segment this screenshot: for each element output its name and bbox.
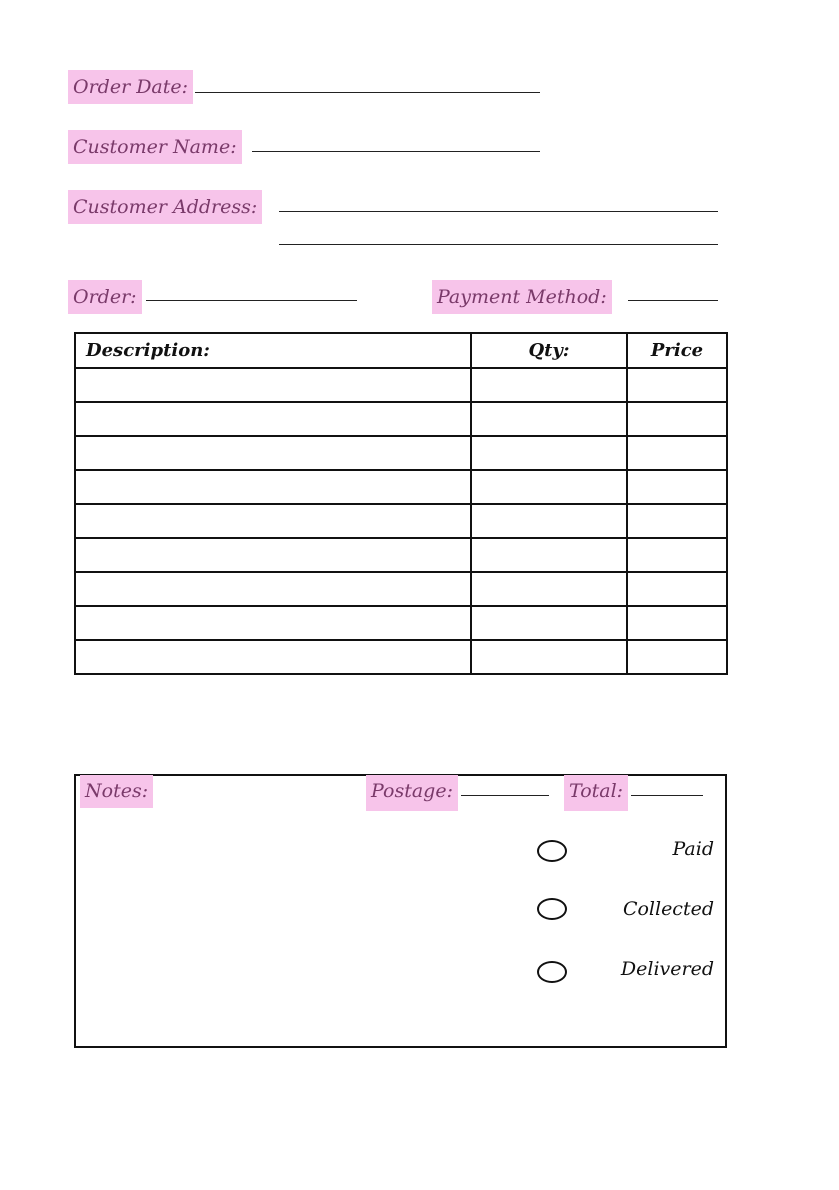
price-cell[interactable] xyxy=(627,606,727,640)
order-items-table xyxy=(74,332,728,675)
price-cell[interactable] xyxy=(627,504,727,538)
table-row xyxy=(75,538,727,572)
description-cell[interactable] xyxy=(75,436,471,470)
qty-cell[interactable] xyxy=(471,572,627,606)
customer-address-field-line-2[interactable] xyxy=(279,244,718,245)
qty-cell[interactable] xyxy=(471,606,627,640)
description-cell[interactable] xyxy=(75,504,471,538)
table-row xyxy=(75,640,727,674)
description-header: Description: xyxy=(75,333,471,368)
qty-cell[interactable] xyxy=(471,470,627,504)
description-cell[interactable] xyxy=(75,606,471,640)
price-header: Price xyxy=(627,333,727,368)
qty-cell[interactable] xyxy=(471,402,627,436)
price-cell[interactable] xyxy=(627,402,727,436)
delivered-label: Delivered xyxy=(620,958,714,980)
table-row xyxy=(75,470,727,504)
order-date-field[interactable] xyxy=(195,92,540,93)
total-label: Total: xyxy=(564,775,628,811)
description-cell[interactable] xyxy=(75,572,471,606)
price-cell[interactable] xyxy=(627,640,727,674)
qty-header: Qty: xyxy=(471,333,627,368)
order-label: Order: xyxy=(68,280,142,314)
table-row xyxy=(75,436,727,470)
table-row xyxy=(75,402,727,436)
description-cell[interactable] xyxy=(75,402,471,436)
customer-address-label: Customer Address: xyxy=(68,190,262,224)
price-cell[interactable] xyxy=(627,436,727,470)
description-cell[interactable] xyxy=(75,538,471,572)
price-cell[interactable] xyxy=(627,538,727,572)
order-date-label: Order Date: xyxy=(68,70,193,104)
price-cell[interactable] xyxy=(627,470,727,504)
postage-label: Postage: xyxy=(366,775,458,811)
order-field[interactable] xyxy=(146,300,357,301)
price-cell[interactable] xyxy=(627,368,727,402)
table-body xyxy=(75,368,727,674)
table-header-row xyxy=(75,333,727,368)
customer-address-field-line-1[interactable] xyxy=(279,211,718,212)
table-row xyxy=(75,606,727,640)
customer-name-label: Customer Name: xyxy=(68,130,242,164)
paid-label: Paid xyxy=(672,838,714,860)
payment-method-field[interactable] xyxy=(628,300,718,301)
notes-label: Notes: xyxy=(80,775,153,808)
qty-cell[interactable] xyxy=(471,538,627,572)
description-cell[interactable] xyxy=(75,470,471,504)
table-row xyxy=(75,504,727,538)
price-cell[interactable] xyxy=(627,572,727,606)
customer-name-field[interactable] xyxy=(252,151,540,152)
description-cell[interactable] xyxy=(75,640,471,674)
postage-field[interactable] xyxy=(461,795,549,796)
description-cell[interactable] xyxy=(75,368,471,402)
qty-cell[interactable] xyxy=(471,368,627,402)
qty-cell[interactable] xyxy=(471,436,627,470)
qty-cell[interactable] xyxy=(471,504,627,538)
payment-method-label: Payment Method: xyxy=(432,280,612,314)
qty-cell[interactable] xyxy=(471,640,627,674)
table-row xyxy=(75,572,727,606)
total-field[interactable] xyxy=(631,795,703,796)
collected-label: Collected xyxy=(622,898,714,920)
table-row xyxy=(75,368,727,402)
